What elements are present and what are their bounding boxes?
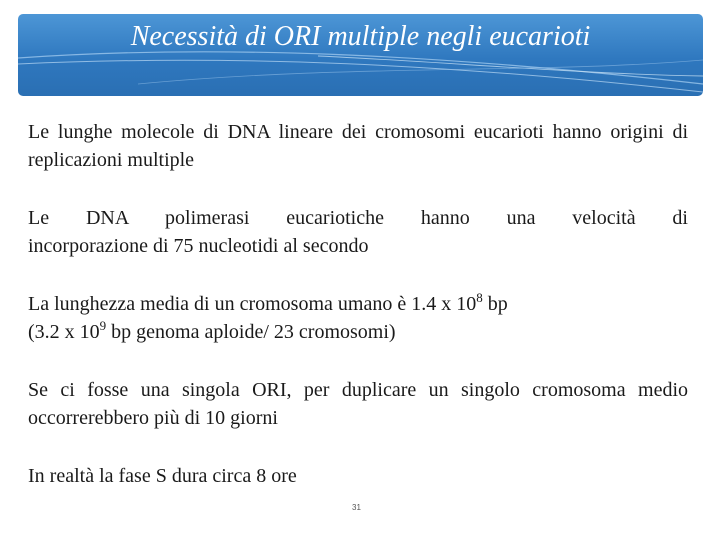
paragraph-s-phase [28, 462, 688, 490]
slide-body [28, 118, 688, 520]
paragraph-line: Le lunghe molecole di DNA lineare dei cromosomi eucarioti hanno [28, 121, 602, 143]
page-number: 31 [352, 503, 361, 512]
title-bar [18, 14, 703, 96]
paragraph-polymerase-speed [28, 204, 688, 260]
paragraph-line: Se ci fosse una singola ORI, per duplicare un singolo cromosoma [28, 379, 626, 401]
exponent: 9 [99, 318, 107, 333]
paragraph-single-ori [28, 376, 688, 432]
paragraph-line: origini di replicazioni multiple [28, 121, 689, 171]
paragraph-line: In realtà la fase S dura circa 8 ore [28, 465, 297, 487]
paragraph-line: incorporazione di 75 nucleotidi al secondo [28, 235, 369, 257]
paragraph-line: Le DNA polimerasi eucariotiche hanno una velocità di [28, 207, 688, 229]
paragraph-text: bp [482, 293, 508, 315]
paragraph-chromosome-length [28, 290, 688, 346]
slide-title: Necessità di ORI multiple negli eucarioti [130, 21, 591, 52]
paragraph-dna-molecules [28, 118, 688, 174]
exponent: 8 [476, 290, 483, 305]
paragraph-text: La lunghezza media di un cromosoma umano è 1.4 x 10 [28, 293, 477, 315]
paragraph-text: (3.2 x 10 [28, 321, 100, 343]
paragraph-line: medio occorrerebbero più di 10 giorni [28, 379, 689, 429]
paragraph-text: bp genoma aploide/ 23 cromosomi) [106, 321, 396, 343]
